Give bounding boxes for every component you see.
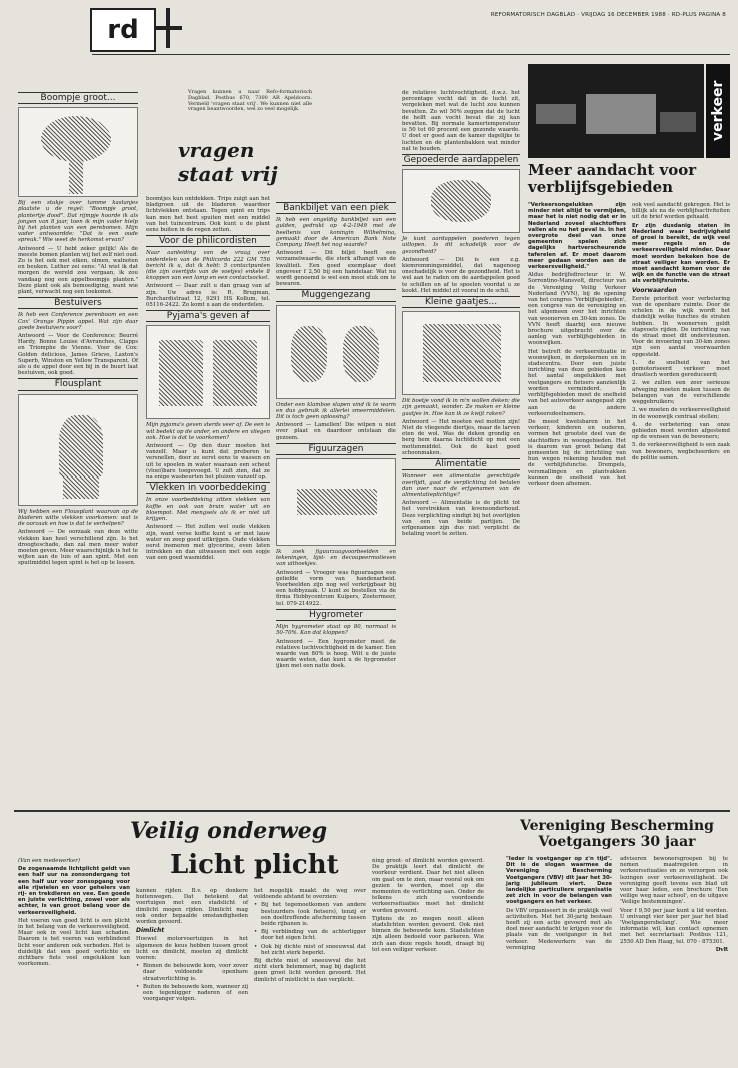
onderweg-column-three — [254, 888, 366, 985]
vbv-column-two — [620, 856, 728, 955]
onderweg-column-one — [18, 858, 130, 969]
boompje-answer: Antwoord — U hebt zeker gelijk! Als de meeste bomen planten wij het zelf niet oud. Zo is het ook met eiken, olmen, walnoten en beuken. Luther zei eens: "Al wist ik dat morgen de wereld zou vergaan, ik zou vandaag nog een appelboompje planten." Deze plant ook als bemoediging, want wie plant, verwacht nog een toekomst. — [18, 245, 138, 296]
pencil-icon — [148, 160, 184, 192]
gaatjes-caption: Dit boetje vond ik in m'n wollen deken: die zijn gemaakt, wonder. Ze maken er kleine gaatjes in. Hoe kan ik ze kwijt raken? — [402, 398, 520, 417]
figuurzagen-answer: Antwoord — Vroeger was figuurzagen een geliefde vorm van handenarbeid. Voorbeelden zijn nog wel verkrijgbaar bij een hobbyzaak. U kunt ze bestellen via de firma Hobbycentrum Kuipers, Zoetermeer, tel. 079-214922. — [276, 569, 396, 607]
vlekken-question: In onze voorbeddeking zitten vlekken van koffie en ook van bruin water uit en bloempot. Met mengsels als ik er niet uit krijgen. — [146, 497, 270, 523]
bestuivers-answer: Antwoord — Voor de Conference: Beurré Hardy, Bonne Louise d'Avranches, Clapps en Triomphe de Vienne. Voor de Cox: Golden delicious, James Grieve, Laxton's Superb, Winston en Yellow Transparent. Of als u de appel door een bij in de buurt laat bestuiven, ook goed. — [18, 333, 138, 377]
flousplant-answer: Antwoord — De oorzaak van deze witte vlekken kan heel verschillend zijn. Is het droogteschade, dan zal men meer water moeten geven. Meer waarschijnlijk is het te wijten aan de luis of aan spint. Met een spuitmiddel tegen spint is het op te lossen. — [18, 529, 138, 567]
vbv-signature: DvR — [715, 946, 728, 953]
philicordisten-answer: Antwoord — Daar zult u dan graag van af zijn. Uw adres is: R. Brugman, Burchardistraat 12, 9291 HS Kollum, tel. 05116-2422. Zo komt u aan de onderdelen. — [146, 283, 270, 309]
onderweg-body4: Bij dichte mist of sneeuwval die het zicht sterk belemmert, mag bij daglicht geen groot licht worden gevoerd. Het dimlicht of mistlicht is dan verplicht. — [254, 958, 366, 983]
bankbiljet-question: Ik heb een ongeldig bankbiljet van een gulden, gedrukt op 4-2-1949 met de beeltenis van koningin Wilhelmina, gemaakt door de American Bank Note Company. Heeft het nog waarde? — [276, 217, 396, 249]
column-three — [276, 200, 396, 672]
figuurzagen-title: Figuurzagen — [276, 443, 396, 455]
philicordisten-title: Voor de philicordisten — [146, 235, 270, 247]
verkeer-column-two — [632, 202, 730, 463]
verkeer-column-one — [528, 202, 626, 489]
masthead-info: REFORMATORISCH DAGBLAD · VRIJDAG 16 DECEMBER 1988 · RD-PLUS PAGINA 8 — [490, 12, 726, 18]
flousplant-caption: Wij hebben een Flousplant waarvan op de bladeren witte vlekken voorkomen: wat is de oorzaak en hoe is dat te verhelpen? — [18, 508, 138, 528]
voorwaarden-title: Voorwaarden — [632, 286, 677, 294]
vbv-title: Vereniging Bescherming Voetgangers 30 jaar — [520, 818, 714, 850]
hygrometer-title: Hygrometer — [276, 609, 396, 621]
dimlicht-bullet-2: • Buiten de bebouwde kom, wanneer zij een tegenligger naderen of een voorganger volgen. — [136, 984, 248, 1003]
muggen-answer: Antwoord — Lamellen! Die wilpen u niet over plaat en daardoor ontstaan die gezoem. — [276, 422, 396, 441]
pyjama-title: Pyjama's geven af — [146, 310, 270, 322]
column-four — [402, 90, 520, 539]
vbv-body1: De VBV organiseert in de praktijk veel activiteiten. Met het 30-jarig bestaan heeft zij een actie gevoerd met als doel meer aandacht te krijgen voor de plaats van de voetganger in het verkeer. Medewerkers van de vereniging — [506, 907, 612, 951]
onderweg-body3: het mogelijk maakt de weg over voldoende afstand te overzien: — [254, 888, 366, 901]
vbv-body2: adviseren bewonersgroepen bij te nemen maatregelen in verkeerssituaties en ze verzorgen ook lezingen over verkeersveiligheid. De vereniging geeft tevens een blad uit voor haar leden, een brochure 'Een veilige weg naar school', en de uitgave 'Veilige bestemmingen'. — [620, 856, 728, 906]
onderweg-title: Licht plicht — [170, 850, 339, 880]
onderweg-byline: (Van een medewerker) — [18, 858, 80, 864]
aardappelen-caption: Je kunt aardappelen poederen tegen uitlopen. Is dit schadelijk voor de gezondheid? — [402, 236, 520, 255]
muggen-title: Muggengezang — [276, 289, 396, 301]
blanket-illustration — [402, 311, 520, 395]
pyjama-answer: Antwoord — Op den duur moeten het vanzelf. Maar u kunt dat proberen te versnellen, door ze eerst eens te wassen en uit te spoelen in water waaraan een scheut (vloei)bare toegevoegd. U zult zien, dat ze na enige wasbeurten het pluizen vanzelf op. — [146, 443, 270, 481]
onderweg-body6: Tijdens de zo mogen nooit alleen stadslichten worden gevoerd. Ook niet binnen de bebouwde kom. Stadslichten zijn alleen bedoeld voor parkeren. Wie zich aan deze regels houdt, draagt bij tot een veiliger verkeer. — [372, 915, 484, 953]
gaatjes-title: Kleine gaatjes... — [402, 296, 520, 308]
verkeer-body1: Aldus bedrijfsdirecteur ir. W. Sorrentino-Mansvelt, directeur van de Vereniging Veilig Verkeer Nederland (VVN), bij de opening van het congres 'Verblijfsgebieden', een congres van de vereniging en het algemeen over het inrichten van woonerven en 30-km zones. De VVN heeft daarbij een nieuwe brochure uitgebracht over de aanleg van verblijfsgebieden in woonwijken. — [528, 272, 626, 347]
onderweg-body2: kunnen rijden. B.v. op donkere buitenwegen. Dat betekent dat voertuigen met een stadslicht of dimlicht mogen rijden. Dimlicht mag ook onder bepaalde omstandigheden worden gevoerd. — [136, 888, 248, 926]
aardappelen-title: Gepoederde aardappelen — [403, 155, 519, 166]
verkeer-title: Meer aandacht voor verblijfsgebieden — [528, 161, 697, 196]
muggen-caption: Onder een klamboe slapen vind ik te warm en dus gebruik ik allerlei smeermiddelen. Dit is toch geen oplossing? — [276, 401, 396, 421]
verkeer-col2bold: Er zijn dusdanig staten in Nederland waar bedrijvigheid of groei is bereikt, de wijk veel meer regels en de verkeersveiligheid minder. Daar moet worden bekeken hoe de straat veiliger kan worden. Er moet aandacht komen voor de wijk en de functie van de straat als verblijfsruimte. — [632, 222, 730, 285]
onderweg-section: Veilig onderweg — [130, 818, 328, 844]
philicordisten-question: Naar aanleiding van de vraag over onderdelen van de Philicorda 222 GM 756 bericht ik u, dat ik hebt: 5 contactpunten (die zijn overtijds van de voetjes) enkele 8 knoppen van een lamp en een contactsocket. — [146, 250, 270, 282]
boompje-title: Boompje groot... — [18, 92, 138, 104]
aardappelen-answer: Antwoord — Dit is een z.g. kiemremmingsmiddel, dat nagenoeg onschadelijk is voor de gezondheid. Het is wel aan te raden om de aardappelen goed te schillen en af te spoelen voordat u ze kookt. Het middel zit vooral in de schil. — [402, 256, 520, 294]
relatief-text: de relatieve luchtvochtigheid, d.w.z. het percentage vocht dat in de lucht zit, vergeleken met wat de lucht zou kunnen bevatten. Zo wil 50% zeggen dat de lucht de helft aan vocht bevat die zij kan bevatten. Bij normale kamertemperatuur is 50 tot 60 procent een gezonde waarde. U doet er goed aan de kamer dagelijks te luchten en de plantenbakken wat minder nat te houden. — [402, 90, 520, 152]
groot-licht-bullet-1: • Bij het tegemoetkomen van andere bestuurders (ook fietsers), tenzij er een doeltreffende afscherming tussen beide rijbanen is. — [254, 902, 366, 927]
dimlicht-intro: Hoewel motorvoertuigen in het algemeen de keus hebben tussen groot licht en dimlicht, moeten zij dimlicht voeren: — [136, 936, 248, 962]
potato-illustration — [402, 169, 520, 233]
zaadbomen-text: boomtjes kun ontdekken. Trips zuigt aan het bladgroen uit de bladeren waardoor lichtvlekken ontstaan. Tegen spint en trips kan men het best spuiten met een middel van het tuincentrum. Ook kunt u de plant eens buiten in de regen zetten. — [146, 196, 270, 234]
voorwaarden-item-5: 5. de verkeersveiligheid is een zaak van bewoners, wegbeheerders en de politie samen. — [632, 442, 730, 461]
groot-licht-bullet-3: • Ook bij dichte mist of sneeuwval dat het zicht sterk beperkt. — [254, 944, 366, 956]
boompje-question: Bij een stukje over tamme kastanjes plaatste u de regel: "Boompje groot, plantertje dood". Dat rijmpje hoorde ik als jongen van 8 jaar, toen ik mijn vader hielp bij het planten van een perebomen. Mijn vader antwoordde: "Dat is een oude spreuk." Wie weet de herkomst ervan? — [18, 200, 138, 244]
onderweg-column-two — [136, 888, 248, 1004]
vlekken-title: Vlekken in voorbeddeking — [146, 482, 270, 494]
onderweg-lead: De zogenaamde lichtplicht geldt van een half uur na zonsondergang tot een half uur voor zonsopgang voor alle rijwielen en voor gehelers van rij- en trekdieren en vee. Een goede en juiste verlichting, zowel voor als achter, is van groot belang voor de verkeersveiligheid. — [18, 866, 130, 916]
hygrometer-caption: Mijn hygrometer staat op 80, normaal is 50-70%. Kan dat kloppen? — [276, 624, 396, 637]
vbv-lead: "Ieder is voetganger op z'n tijd". Dit is de slogan waarmee de Vereniging Bescherming Voetgangers (VBV) dit jaar het 30-jarig jubileum viert. Deze landelijke particuliere organisatie zet zich in voor de belangen van voetgangers en het verkeer. — [506, 856, 612, 906]
masthead-rule — [92, 54, 730, 55]
vlekken-answer: Antwoord — Het zullen wel oude vlekken zijn, want verse koffie kunt u er met lauw water en zeep goed uitkrijgen. Oude vlekken eerst insmeren met glycerine, even laten intrekken en dan uitwassen met een sopje van een goed wasmiddel. — [146, 524, 270, 562]
verkeer-lead: "Verkeersongelukken zijn minder niet altijd te vermijden, maar het is niet nodig dat er in Nederland zoveel slachtoffers vallen als nu het geval is. In het overgrote deel van onze gemeenten spelen zich dagelijks hartverscheurende taferelen af. Er moet daarom meer gedaan worden aan de verkeersveiligheid." — [528, 202, 626, 271]
voorwaarden-item-2: 2. we zullen een zeer serieuze afweging moeten maken tussen de belangen van de verschillende weggebruikers; — [632, 380, 730, 406]
vragen-title: vragen staat vrij — [178, 138, 278, 186]
vbv-column-one — [506, 856, 612, 953]
voorwaarden-item-1: 1. de snelheid van het gemotoriseerd verkeer moet drastisch worden gereduceerd; — [632, 359, 730, 379]
boompje-column — [18, 90, 138, 569]
alimentatie-title: Alimentatie — [402, 458, 520, 470]
mosquito-illustration — [276, 305, 396, 399]
column-two — [146, 196, 270, 564]
saw-illustration — [276, 458, 396, 546]
vragen-intro: Vragen kunnen u naar Refo-formatorisch Dagblad, Postbus 670, 7300 AR Apeldoorn. Vermeld 'vragen staat vrij'. We kunnen niet alle vragen beantwoorden, wel zo veel mogelijk. — [188, 89, 312, 113]
plant-illustration — [18, 394, 138, 506]
verkeer-body2: Het betreft de verkeersituatie in woonwijken, in dorpskernen en in stadscentra. Door een juiste inrichting van deze gebieden kan het aantal ongelukken met voetgangers en fietsers aanzienlijk worden verminderd. In verblijfsgebieden moet de snelheid van het autoverkeer aangepast zijn aan de andere verkeersdeelnemers. — [528, 348, 626, 417]
tree-illustration — [18, 107, 138, 197]
pyjama-caption: Mijn pyjama's geven sterds veer af. De een is wit bedekt op de ander, en andere en vliegen ook. Hoe is dat te voorkomen? — [146, 422, 270, 441]
onderweg-body1: Het voeren van goed licht is een plicht in het belang van de verkeersveiligheid. Maar ook in veel licht kan schaden. Daarom is het voeren van verblindend licht voor anderen ook verboden. Het is duidelijk dat een goed verlichte en zichtbare fiets veel ongelukken kan voorkomen. — [18, 917, 130, 968]
groot-licht-bullet-2: • Bij verblinding van de achterligger door het eigen licht. — [254, 929, 366, 941]
flousplant-title: Flousplant — [18, 378, 138, 390]
dimlicht-title: Dimlicht — [136, 927, 165, 935]
bestuivers-title: Bestuivers — [18, 297, 138, 309]
voorwaarden-item-3: 3. we moeten de verkeersveiligheid in de woonwijk centraal stellen; — [632, 407, 730, 420]
pyjama-illustration — [146, 325, 270, 419]
masthead — [90, 8, 730, 52]
voorwaarden-item-4: 4. de verbetering van onze gebieden moet worden afgestemd op de wensen van de bewoners; — [632, 421, 730, 441]
verkeer-col2lead: ook veel aandacht gekregen. Het is billijk als na de verblijfsactiviteiten uit de brief worden gehaald. — [632, 202, 730, 221]
dimlicht-bullet-1: • Binnen de bebouwde kom, voor zover daar voldoende openbare straatverlichting is. — [136, 963, 248, 982]
rd-logo: rd — [90, 8, 156, 52]
onderweg-column-four — [372, 858, 484, 955]
bankbiljet-title: Bankbiljet van een piek — [276, 202, 396, 214]
verkeer-body3: De meest kwetsbaren in het verkeer, kinderen en ouderen, vormen het grootste deel van de slachtoffers in woongebieden. Het is daarom van groot belang dat gemeenten bij de inrichting van hun wegen rekening houden met de verblijfsfunctie. Drempels, versmallingen en plantvakken kunnen de snelheid van het verkeer doen afnemen. — [528, 418, 626, 487]
bestuivers-question: Ik heb een Conference perenboom en een Cox' Orange Pippin appel. Wat zijn daar goede bestuivers voor? — [18, 312, 138, 331]
verkeer-label: verkeer — [706, 64, 730, 158]
bankbiljet-answer: Antwoord — Dit biljet heeft een verzamelwaarde, die sterk afhangt van de kwaliteit. Een goed exemplaar doet ongeveer f 2,50 bij een handelaar. Wat nu wordt genoemd is wel een mooi stuk om te bewaren. — [276, 250, 396, 288]
bottom-rule — [14, 810, 730, 812]
cross-icon — [154, 8, 182, 48]
traffic-photo — [528, 64, 704, 158]
vbv-body3: Voor f 9,50 per jaar kunt u lid worden. U ontvangt vier keer per jaar het blad 'Voetgangersbelang'. Wie meer informatie wil, kan contact opnemen met het secretariaat: Postbus 121, 2550 AD Den Haag, tel. 070 - 875301. — [620, 907, 728, 945]
gaatjes-answer: Antwoord — Het moeten wel motten zijn! Niet de vliegende diertjes, maar de larven eten de wol. Was de deken grondig en berg hem daarna luchtdicht op met een mottenmiddel. Ook de kast goed schoonmaken. — [402, 418, 520, 456]
voorwaarden-text: Eerste prioriteit voor verbetering van de openbare ruimte. Door de schelen in de wijk wordt het duidelijk welke functies de straten hebben. In woonerven geldt stapvoets rijden. De inrichting van de straat moet dit ondersteunen. Voor de invoering van 30-km zones zijn een aantal voorwaarden opgesteld. — [632, 295, 730, 358]
figuurzagen-caption: Ik zoek figuurzaagvoorbeelden en tekeningen, lijst- en decoupeermotieven van uithoekjes. — [276, 549, 396, 568]
alimentatie-answer: Antwoord — Alimentatie is de plicht tot het verstrekken van levensonderhoud. Deze verplichting eindigt bij het overlijden van een van beide partijen. De erfgenamen zijn dus niet verplicht de betaling voort te zetten. — [402, 500, 520, 538]
onderweg-body5: ning groot- of dimlicht worden gevoerd. De praktijk leert dat dimlicht de voorkeur verdient. Daar het niet alleen om gaat om te zien, maar vooral ook om gezien te worden, moet op die momenten de verlichting aan. Onder de telkens zich voordoende verkeerssituaties moet het dimlicht worden gevoerd. — [372, 858, 484, 914]
vragen-header — [148, 90, 316, 196]
alimentatie-question: Wanneer een alimentatie gerechtigde overlijdt, gaat de verplichting tot betalen dan over naar de erfgenamen van de alimentatieplichtige? — [402, 473, 520, 498]
hygrometer-answer: Antwoord — Een hygrometer meet de relatieve luchtvochtigheid in de kamer. Een waarde van 80% is hoog. Wilt u de juiste waarde weten, dan kunt u de hygrometer ijken met een natte doek. — [276, 638, 396, 670]
